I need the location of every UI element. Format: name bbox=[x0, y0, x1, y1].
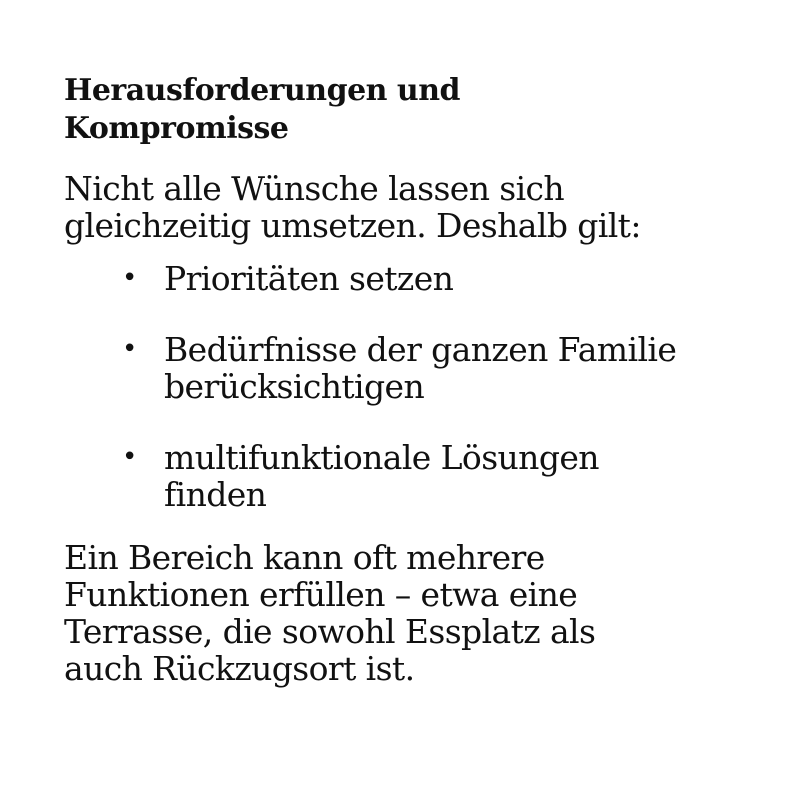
list-item bbox=[64, 331, 744, 405]
closing-line: Terrasse, die sowohl Essplatz als bbox=[64, 612, 596, 651]
closing-line: Funktionen erfüllen – etwa eine bbox=[64, 575, 578, 614]
section-heading bbox=[64, 72, 744, 148]
bullet-marker: • bbox=[122, 263, 137, 293]
intro-paragraph bbox=[64, 170, 744, 244]
closing-line: auch Rückzugsort ist. bbox=[64, 649, 415, 688]
bullet-marker: • bbox=[122, 334, 137, 364]
heading-line: Herausforderungen und bbox=[64, 73, 461, 108]
bullet-list bbox=[64, 260, 744, 513]
document-page bbox=[64, 72, 744, 687]
list-item-text: finden bbox=[164, 475, 267, 514]
intro-line: gleichzeitig umsetzen. Deshalb gilt: bbox=[64, 206, 641, 245]
list-item-text: Prioritäten setzen bbox=[164, 259, 454, 298]
list-item bbox=[64, 439, 744, 513]
list-item-text: multifunktionale Lösungen bbox=[164, 438, 599, 477]
closing-line: Ein Bereich kann oft mehrere bbox=[64, 538, 545, 577]
bullet-marker: • bbox=[122, 442, 137, 472]
list-item-text: berücksichtigen bbox=[164, 367, 425, 406]
intro-line: Nicht alle Wünsche lassen sich bbox=[64, 169, 565, 208]
closing-paragraph bbox=[64, 539, 744, 687]
heading-line: Kompromisse bbox=[64, 111, 289, 146]
list-item-text: Bedürfnisse der ganzen Familie bbox=[164, 330, 677, 369]
list-item bbox=[64, 260, 744, 297]
